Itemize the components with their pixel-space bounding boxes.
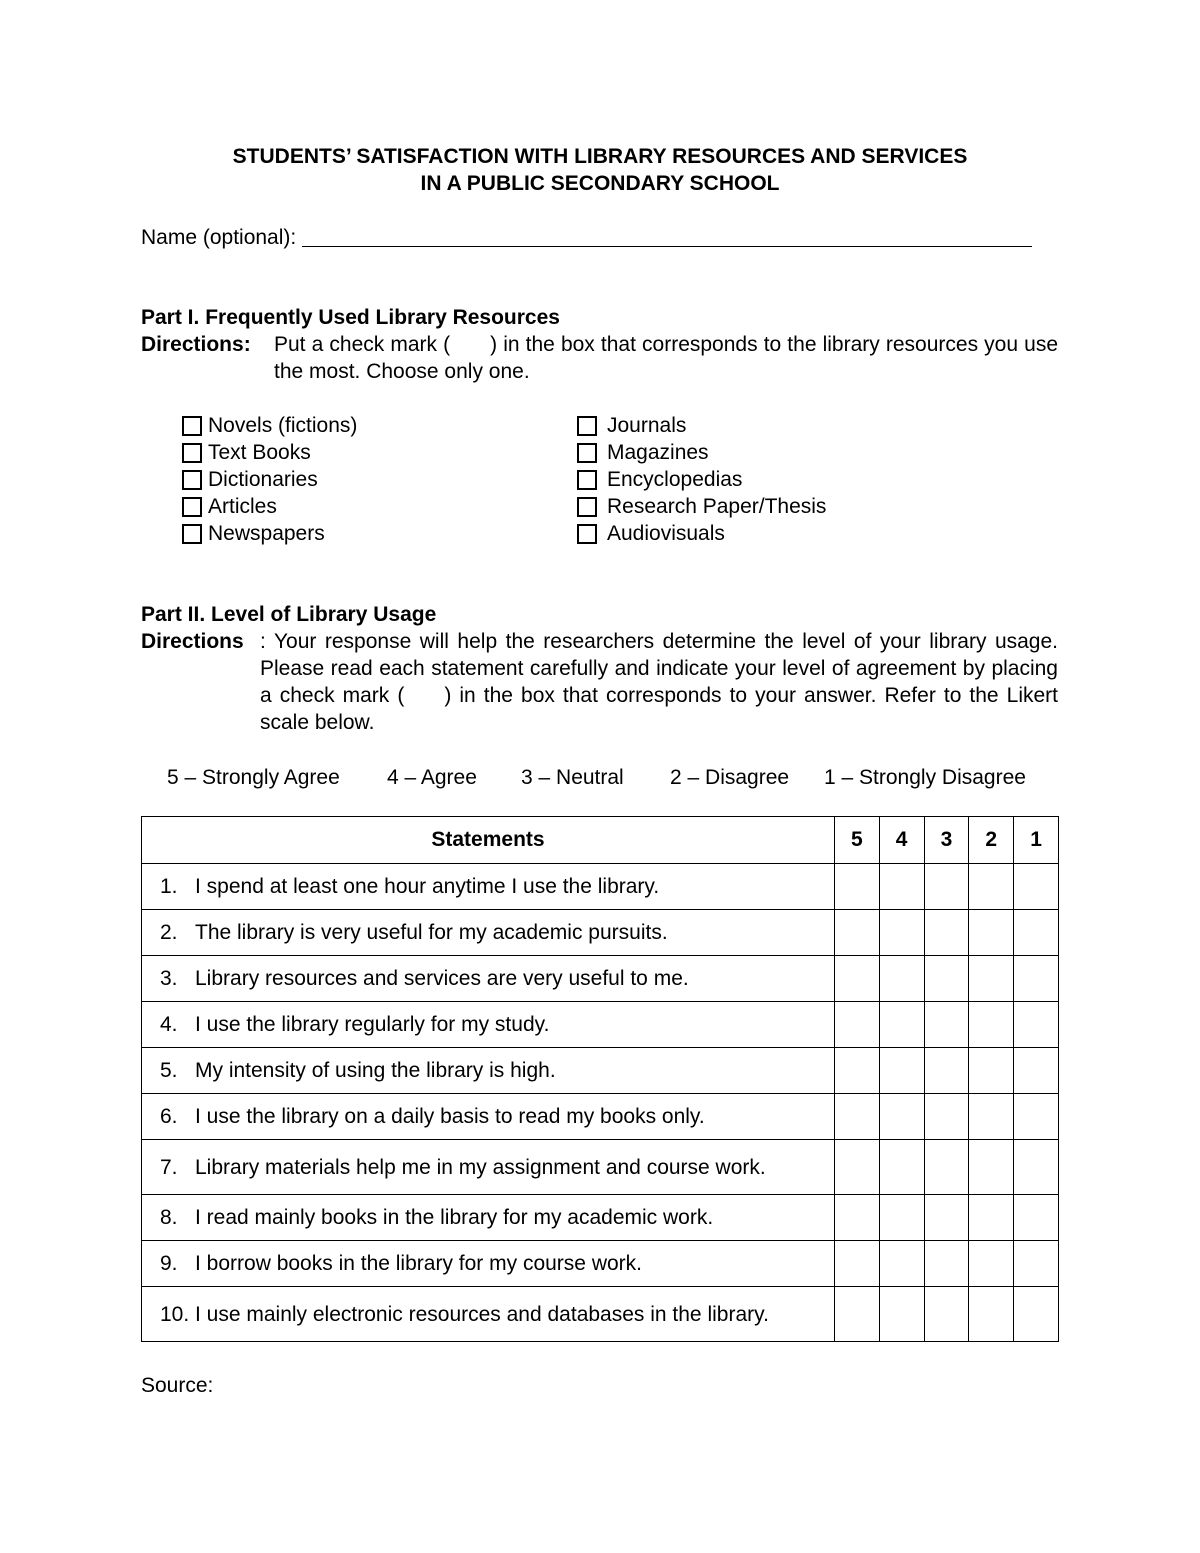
statement-cell: [142, 1140, 835, 1195]
statement-text: I spend at least one hour anytime I use the library.: [195, 875, 660, 898]
rating-cell-1[interactable]: [1014, 1195, 1059, 1241]
rating-cell-5[interactable]: [834, 910, 879, 956]
statement-cell: [142, 1002, 835, 1048]
statement-text: Library materials help me in my assignment and course work.: [195, 1155, 766, 1179]
scale-header-5: 5: [834, 817, 879, 864]
checkbox[interactable]: [577, 524, 597, 544]
rating-cell-2[interactable]: [969, 1048, 1014, 1094]
statement-cell: [142, 1241, 835, 1287]
rating-cell-3[interactable]: [924, 1140, 969, 1195]
statement-cell: [142, 956, 835, 1002]
rating-cell-3[interactable]: [924, 956, 969, 1002]
checkbox[interactable]: [182, 443, 202, 463]
part1-directions-text-a: Put a check mark (: [274, 333, 451, 356]
rating-cell-5[interactable]: [834, 1002, 879, 1048]
statement-number: 6.: [160, 1105, 178, 1128]
checkbox[interactable]: [182, 470, 202, 490]
rating-cell-4[interactable]: [879, 1140, 924, 1195]
statement-text: The library is very useful for my academic pursuits.: [195, 921, 668, 944]
rating-cell-4[interactable]: [879, 1287, 924, 1342]
resource-option[interactable]: Dictionaries: [182, 466, 357, 493]
rating-cell-2[interactable]: [969, 1287, 1014, 1342]
checkbox[interactable]: [577, 416, 597, 436]
rating-cell-2[interactable]: [969, 1195, 1014, 1241]
resource-option[interactable]: Journals: [577, 412, 826, 439]
table-row: [142, 910, 1059, 956]
rating-cell-5[interactable]: [834, 1094, 879, 1140]
rating-cell-2[interactable]: [969, 1002, 1014, 1048]
scale-header-3: 3: [924, 817, 969, 864]
scale-header-2: 2: [969, 817, 1014, 864]
rating-cell-1[interactable]: [1014, 1287, 1059, 1342]
statement-text: I use mainly electronic resources and databases in the library.: [195, 1302, 769, 1326]
part2-directions: [141, 628, 1058, 736]
rating-cell-2[interactable]: [969, 1241, 1014, 1287]
rating-cell-5[interactable]: [834, 864, 879, 910]
rating-cell-1[interactable]: [1014, 1140, 1059, 1195]
rating-cell-1[interactable]: [1014, 956, 1059, 1002]
table-header-row: [142, 817, 1059, 864]
statement-cell: [142, 1094, 835, 1140]
resource-option[interactable]: Research Paper/Thesis: [577, 493, 826, 520]
rating-cell-4[interactable]: [879, 1241, 924, 1287]
rating-cell-5[interactable]: [834, 1195, 879, 1241]
rating-cell-1[interactable]: [1014, 910, 1059, 956]
statement-text: My intensity of using the library is high.: [195, 1059, 556, 1082]
rating-cell-4[interactable]: [879, 1002, 924, 1048]
rating-cell-3[interactable]: [924, 1241, 969, 1287]
likert-1: 1 – Strongly Disagree: [824, 766, 1026, 789]
rating-cell-3[interactable]: [924, 1002, 969, 1048]
rating-cell-3[interactable]: [924, 910, 969, 956]
rating-cell-2[interactable]: [969, 956, 1014, 1002]
rating-cell-3[interactable]: [924, 864, 969, 910]
resource-option[interactable]: Audiovisuals: [577, 520, 826, 547]
checkbox[interactable]: [577, 443, 597, 463]
likert-5: 5 – Strongly Agree: [167, 766, 340, 789]
statement-number: 8.: [160, 1206, 178, 1229]
rating-cell-2[interactable]: [969, 1094, 1014, 1140]
statement-cell: [142, 1287, 835, 1342]
rating-cell-5[interactable]: [834, 1287, 879, 1342]
statement-number: 4.: [160, 1013, 178, 1036]
statement-cell: [142, 864, 835, 910]
statement-number: 5.: [160, 1059, 178, 1082]
rating-cell-5[interactable]: [834, 1048, 879, 1094]
rating-cell-4[interactable]: [879, 1048, 924, 1094]
statements-table: [141, 816, 1059, 1342]
source-label: Source:: [141, 1374, 214, 1397]
table-row: [142, 1140, 1059, 1195]
table-row: [142, 956, 1059, 1002]
likert-3: 3 – Neutral: [521, 766, 624, 789]
table-row: [142, 864, 1059, 910]
rating-cell-1[interactable]: [1014, 1241, 1059, 1287]
rating-cell-2[interactable]: [969, 910, 1014, 956]
statement-number: 10.: [160, 1302, 190, 1326]
title-line-1: STUDENTS’ SATISFACTION WITH LIBRARY RESOURCES AND SERVICES: [232, 145, 968, 168]
scale-header-4: 4: [879, 817, 924, 864]
part2-directions-text-b: ) in the box that corresponds to your answer. Refer to the Likert scale below.: [260, 684, 1059, 734]
rating-cell-1[interactable]: [1014, 864, 1059, 910]
name-field: [141, 224, 1032, 251]
rating-cell-2[interactable]: [969, 864, 1014, 910]
resource-option[interactable]: Encyclopedias: [577, 466, 826, 493]
title-line-2: IN A PUBLIC SECONDARY SCHOOL: [420, 172, 780, 195]
statement-cell: [142, 1048, 835, 1094]
statement-text: Library resources and services are very useful to me.: [195, 967, 689, 990]
rating-cell-4[interactable]: [879, 910, 924, 956]
checkbox[interactable]: [577, 497, 597, 517]
statement-number: 3.: [160, 967, 178, 990]
rating-cell-1[interactable]: [1014, 1048, 1059, 1094]
rating-cell-3[interactable]: [924, 1195, 969, 1241]
resources-list-right: [577, 412, 826, 547]
rating-cell-4[interactable]: [879, 1195, 924, 1241]
statement-number: 2.: [160, 921, 178, 944]
statement-text: I use the library regularly for my study.: [195, 1013, 550, 1036]
part2-heading: Part II. Level of Library Usage: [141, 603, 437, 626]
resource-option[interactable]: Novels (fictions): [182, 412, 357, 439]
rating-cell-5[interactable]: [834, 956, 879, 1002]
statement-text: I read mainly books in the library for my academic work.: [195, 1206, 714, 1229]
statement-number: 9.: [160, 1252, 178, 1275]
statement-text: I use the library on a daily basis to read my books only.: [195, 1105, 705, 1128]
part2-directions-label: Directions: [141, 630, 244, 653]
likert-4: 4 – Agree: [387, 766, 477, 789]
table-row: [142, 1048, 1059, 1094]
rating-cell-5[interactable]: [834, 1241, 879, 1287]
resource-option[interactable]: Magazines: [577, 439, 826, 466]
rating-cell-4[interactable]: [879, 1094, 924, 1140]
rating-cell-1[interactable]: [1014, 1002, 1059, 1048]
table-row: [142, 1094, 1059, 1140]
name-label: Name (optional):: [141, 226, 297, 249]
statement-cell: [142, 910, 835, 956]
rating-cell-3[interactable]: [924, 1094, 969, 1140]
checkbox[interactable]: [182, 497, 202, 517]
resources-list-left: [182, 412, 357, 547]
rating-cell-3[interactable]: [924, 1048, 969, 1094]
table-row: [142, 1195, 1059, 1241]
rating-cell-2[interactable]: [969, 1140, 1014, 1195]
scale-header-1: 1: [1014, 817, 1059, 864]
part1-directions-label: Directions:: [141, 333, 251, 356]
statement-cell: [142, 1195, 835, 1241]
checkbox[interactable]: [577, 470, 597, 490]
table-row: [142, 1287, 1059, 1342]
statement-number: 7.: [160, 1155, 178, 1179]
resource-option[interactable]: Text Books: [182, 439, 357, 466]
rating-cell-4[interactable]: [879, 864, 924, 910]
statement-text: I borrow books in the library for my course work.: [195, 1252, 642, 1275]
checkbox[interactable]: [182, 524, 202, 544]
part1-heading: Part I. Frequently Used Library Resources: [141, 306, 560, 329]
part2-directions-text-a: : Your response will help the researchers determine the level of your library usage. Please read each statement carefully and indicate your level of agreement by placing a check mark (: [260, 630, 1058, 707]
resource-option[interactable]: Newspapers: [182, 520, 357, 547]
likert-2: 2 – Disagree: [670, 766, 790, 789]
name-blank-line[interactable]: [302, 224, 1032, 247]
rating-cell-5[interactable]: [834, 1140, 879, 1195]
part1-directions-text-b: ) in the box that corresponds to the library resources you use the most. Choose only one.: [274, 333, 1058, 383]
resource-option[interactable]: Articles: [182, 493, 357, 520]
checkbox[interactable]: [182, 416, 202, 436]
rating-cell-1[interactable]: [1014, 1094, 1059, 1140]
rating-cell-3[interactable]: [924, 1287, 969, 1342]
table-row: [142, 1241, 1059, 1287]
rating-cell-4[interactable]: [879, 956, 924, 1002]
statements-header: Statements: [142, 817, 835, 864]
table-row: [142, 1002, 1059, 1048]
statement-number: 1.: [160, 875, 178, 898]
part1-directions: [141, 331, 1058, 385]
